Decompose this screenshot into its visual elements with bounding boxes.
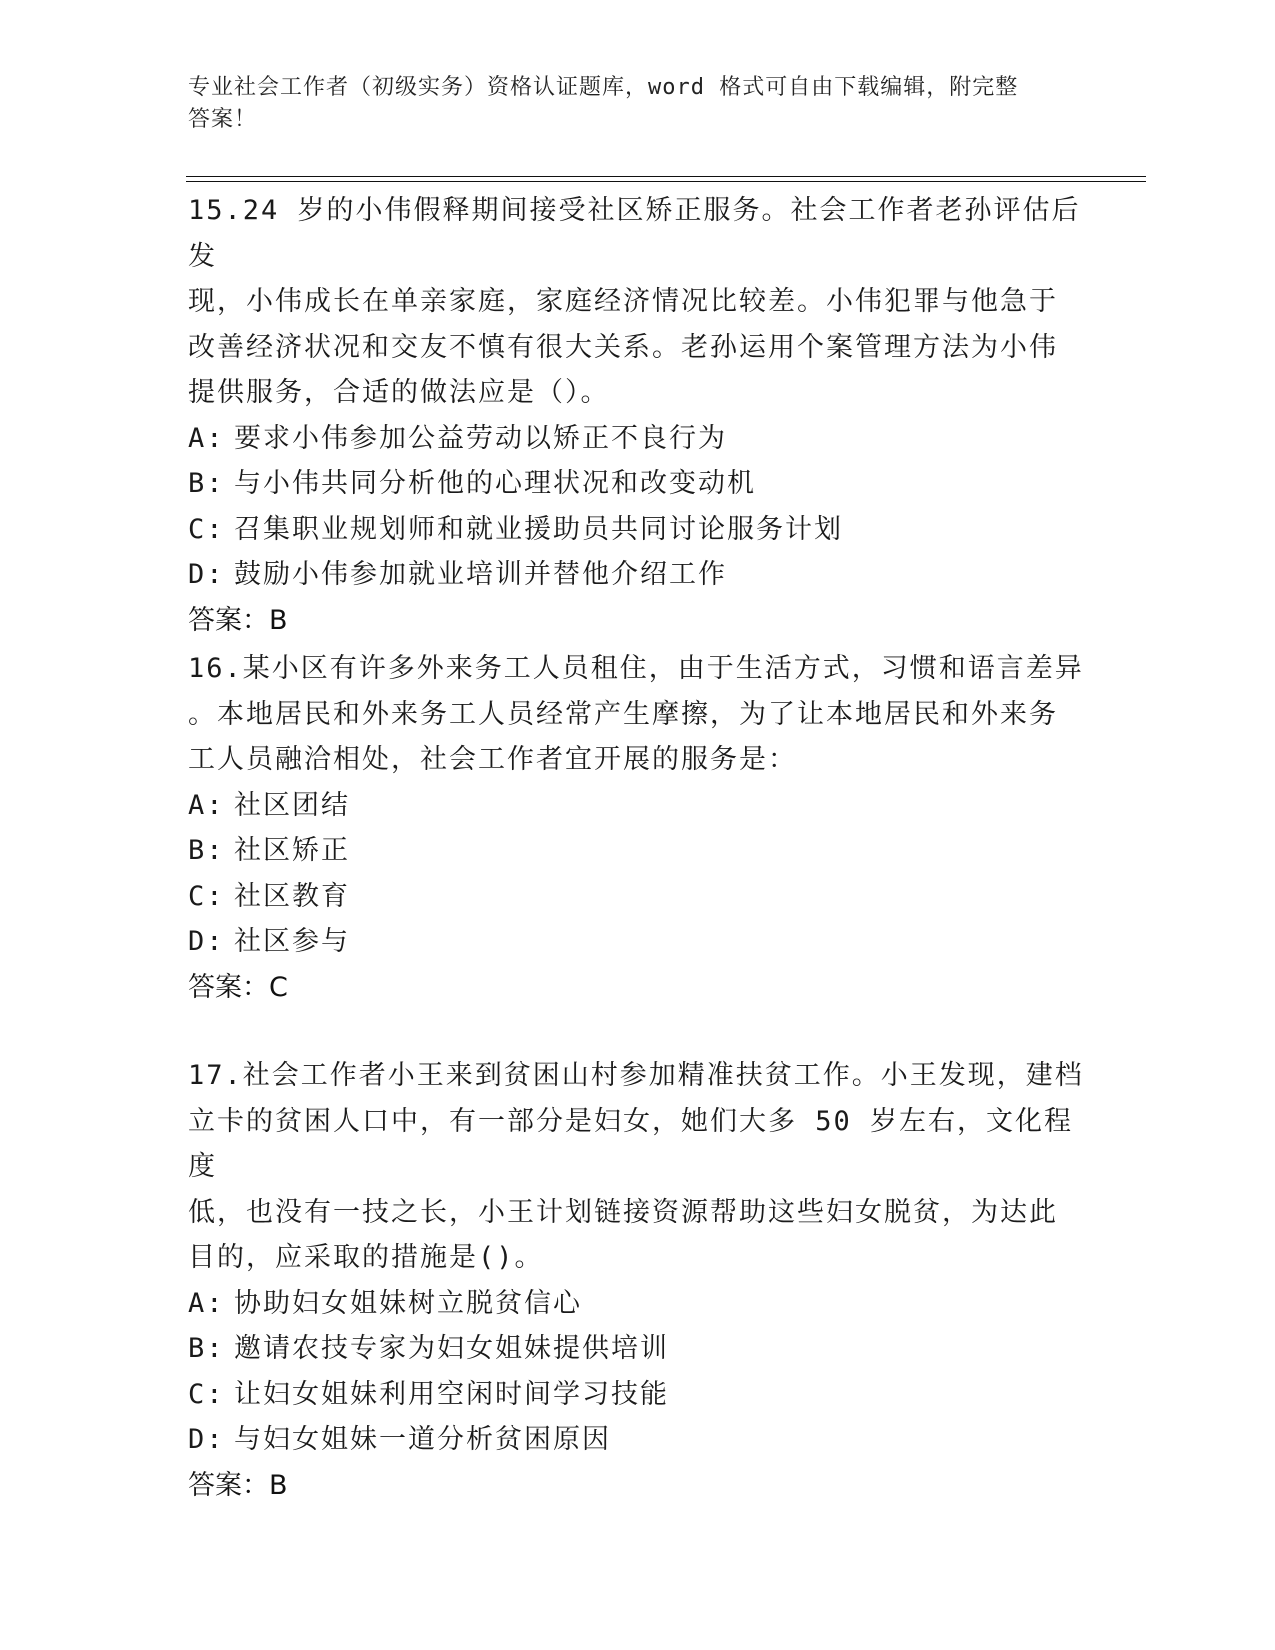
- header-line-2: 答案！: [188, 107, 258, 132]
- option-key: D:: [188, 926, 225, 957]
- option-key: A:: [188, 789, 225, 821]
- option-d: [188, 919, 1088, 965]
- option-text: 与小伟共同分析他的心理状况和改变动机: [234, 468, 756, 499]
- header-divider-top: [186, 176, 1146, 177]
- answer-line: 答案：B: [188, 604, 288, 636]
- option-c: [188, 1372, 1088, 1418]
- question-line: 工人员融洽相处，社会工作者宜开展的服务是：: [188, 744, 797, 775]
- option-d: [188, 1417, 1088, 1463]
- question-line: 提供服务，合适的做法应是（）。: [188, 377, 610, 408]
- option-key: D:: [188, 559, 225, 590]
- question-block: [188, 1053, 1088, 1508]
- option-d: [188, 552, 1088, 598]
- option-b: [188, 461, 1088, 507]
- answer-line: 答案：B: [188, 1469, 288, 1501]
- option-text: 协助妇女姐妹树立脱贫信心: [234, 1287, 582, 1319]
- option-text: 与妇女姐妹一道分析贫困原因: [234, 1424, 611, 1455]
- question-line: 低，也没有一技之长，小王计划链接资源帮助这些妇女脱贫，为达此: [188, 1196, 1058, 1228]
- option-key: B:: [188, 1333, 225, 1364]
- option-c: [188, 874, 1088, 920]
- option-key: C:: [188, 513, 225, 545]
- question-line: 17.社会工作者小王来到贫困山村参加精准扶贫工作。小王发现，建档: [188, 1060, 1084, 1091]
- option-text: 邀请农技专家为妇女姐妹提供培训: [234, 1333, 669, 1364]
- option-key: A:: [188, 1287, 225, 1319]
- document-header: [188, 72, 1068, 136]
- option-key: B:: [188, 468, 225, 499]
- question-block: [188, 188, 1088, 643]
- option-key: C:: [188, 880, 225, 912]
- option-key: C:: [188, 1378, 225, 1410]
- answer-line: 答案：C: [188, 971, 288, 1003]
- option-b: [188, 828, 1088, 874]
- question-line: 现，小伟成长在单亲家庭，家庭经济情况比较差。小伟犯罪与他急于: [188, 286, 1058, 317]
- option-a: [188, 416, 1088, 462]
- option-a: [188, 1281, 1088, 1327]
- option-text: 社区参与: [234, 926, 350, 957]
- option-text: 社区团结: [234, 789, 350, 821]
- option-text: 让妇女姐妹利用空闲时间学习技能: [234, 1378, 669, 1410]
- header-divider-bottom: [186, 181, 1146, 182]
- question-line: 15.24 岁的小伟假释期间接受社区矫正服务。社会工作者老孙评估后发: [188, 195, 1081, 272]
- question-line: 16.某小区有许多外来务工人员租住，由于生活方式，习惯和语言差异: [188, 653, 1084, 684]
- option-text: 社区教育: [234, 880, 350, 912]
- option-key: B:: [188, 835, 225, 866]
- option-text: 召集职业规划师和就业援助员共同讨论服务计划: [234, 513, 843, 545]
- option-text: 社区矫正: [234, 835, 350, 866]
- option-key: D:: [188, 1424, 225, 1455]
- question-line: 。本地居民和外来务工人员经常产生摩擦，为了让本地居民和外来务: [188, 698, 1058, 730]
- option-text: 鼓励小伟参加就业培训并替他介绍工作: [234, 559, 727, 590]
- option-key: A:: [188, 422, 225, 454]
- question-block: [188, 646, 1088, 1010]
- option-a: [188, 783, 1088, 829]
- question-line: 改善经济状况和交友不慎有很大关系。老孙运用个案管理方法为小伟: [188, 331, 1058, 363]
- question-line: 立卡的贫困人口中，有一部分是妇女，她们大多 50 岁左右，文化程度: [188, 1105, 1074, 1182]
- option-text: 要求小伟参加公益劳动以矫正不良行为: [234, 422, 727, 454]
- header-line-1: 专业社会工作者（初级实务）资格认证题库，word 格式可自由下载编辑，附完整: [188, 75, 1019, 100]
- question-line: 目的，应采取的措施是()。: [188, 1242, 544, 1273]
- option-c: [188, 507, 1088, 553]
- option-b: [188, 1326, 1088, 1372]
